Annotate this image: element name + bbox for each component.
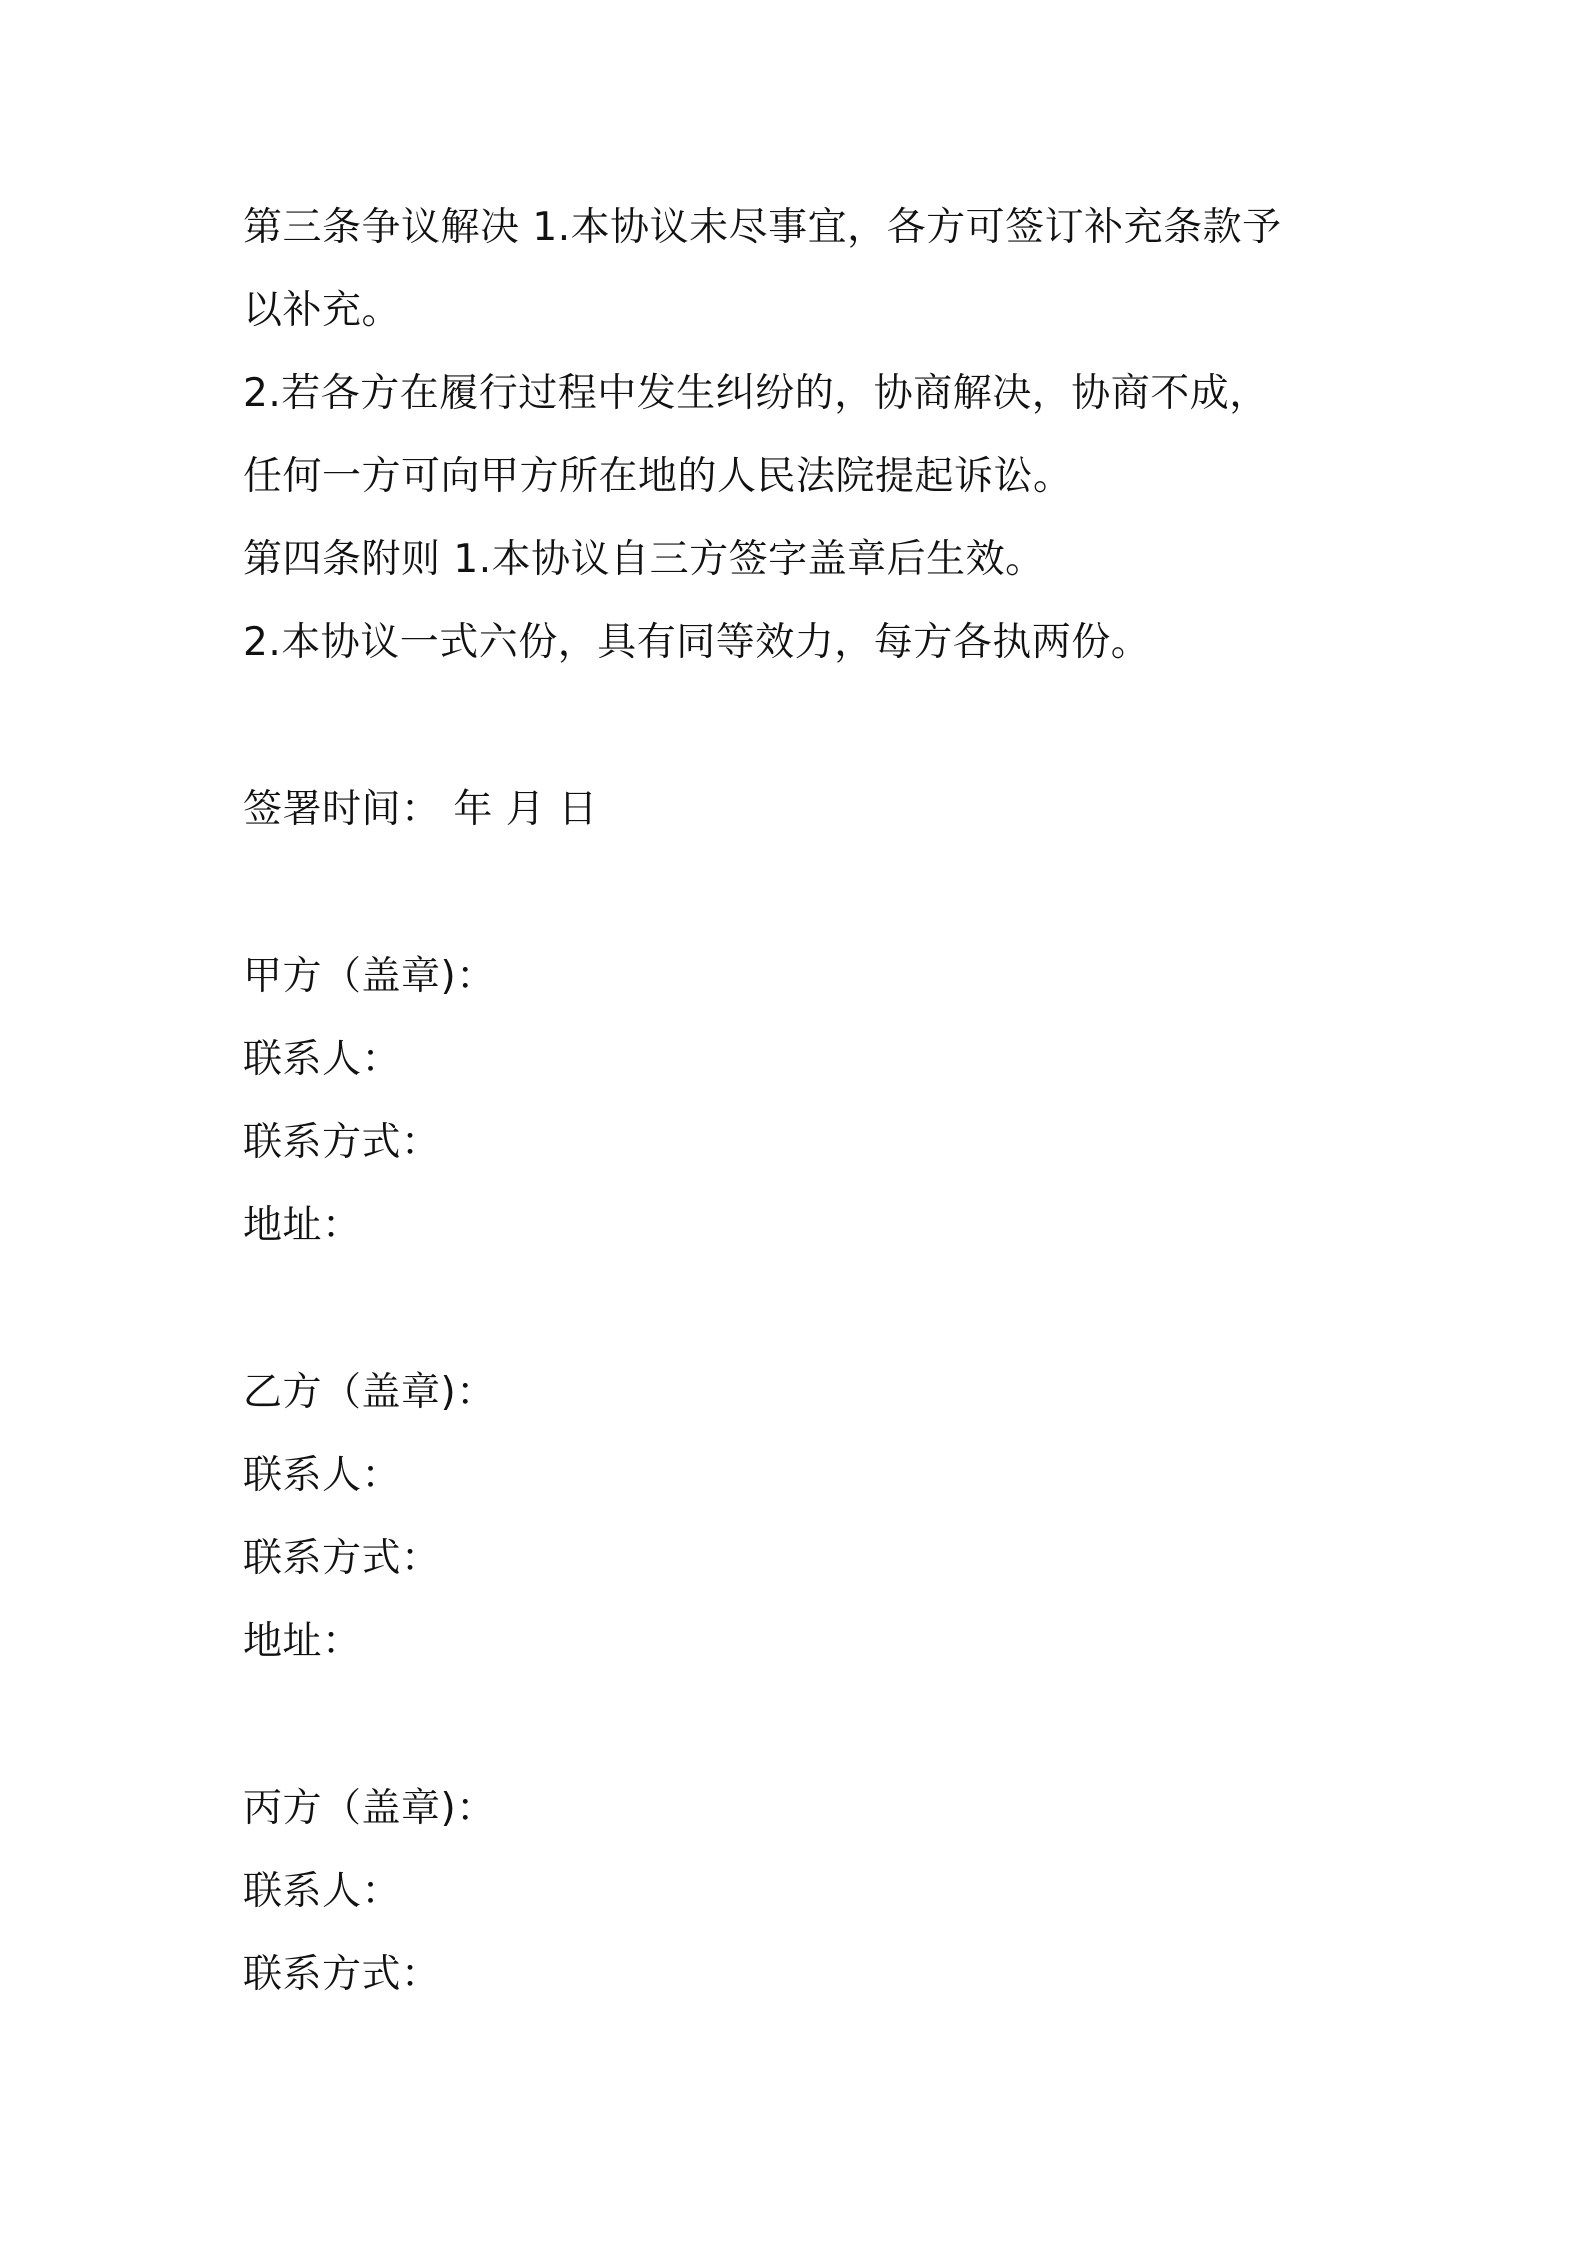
party-c-contact-person-label: 联系人：	[243, 1869, 402, 1914]
dispute-resolution-clause-line-3: 2.若各方在履行过程中发生纠纷的，协商解决，协商不成，	[243, 371, 1269, 416]
supplementary-provisions-line-2: 2.本协议一式六份，具有同等效力，每方各执两份。	[243, 620, 1151, 665]
signing-date-line: 签署时间： 年 月 日	[243, 787, 598, 832]
party-b-contact-method-label: 联系方式：	[243, 1536, 441, 1581]
party-a-contact-person-label: 联系人：	[243, 1037, 402, 1082]
supplementary-provisions-line-1: 第四条附则 1.本协议自三方签字盖章后生效。	[243, 537, 1045, 582]
dispute-resolution-clause-line-2: 以补充。	[243, 288, 402, 333]
party-a-address-label: 地址：	[243, 1203, 362, 1248]
party-b-address-label: 地址：	[243, 1619, 362, 1664]
dispute-resolution-clause-line-4: 任何一方可向甲方所在地的人民法院提起诉讼。	[243, 454, 1073, 499]
party-a-seal-label: 甲方（盖章)：	[243, 954, 496, 999]
party-b-seal-label: 乙方（盖章)：	[243, 1370, 496, 1415]
dispute-resolution-clause-line-1: 第三条争议解决 1.本协议未尽事宜，各方可签订补充条款予	[243, 205, 1282, 250]
party-c-contact-method-label: 联系方式：	[243, 1952, 441, 1997]
party-c-seal-label: 丙方（盖章)：	[243, 1786, 496, 1831]
party-a-contact-method-label: 联系方式：	[243, 1120, 441, 1165]
party-b-contact-person-label: 联系人：	[243, 1453, 402, 1498]
